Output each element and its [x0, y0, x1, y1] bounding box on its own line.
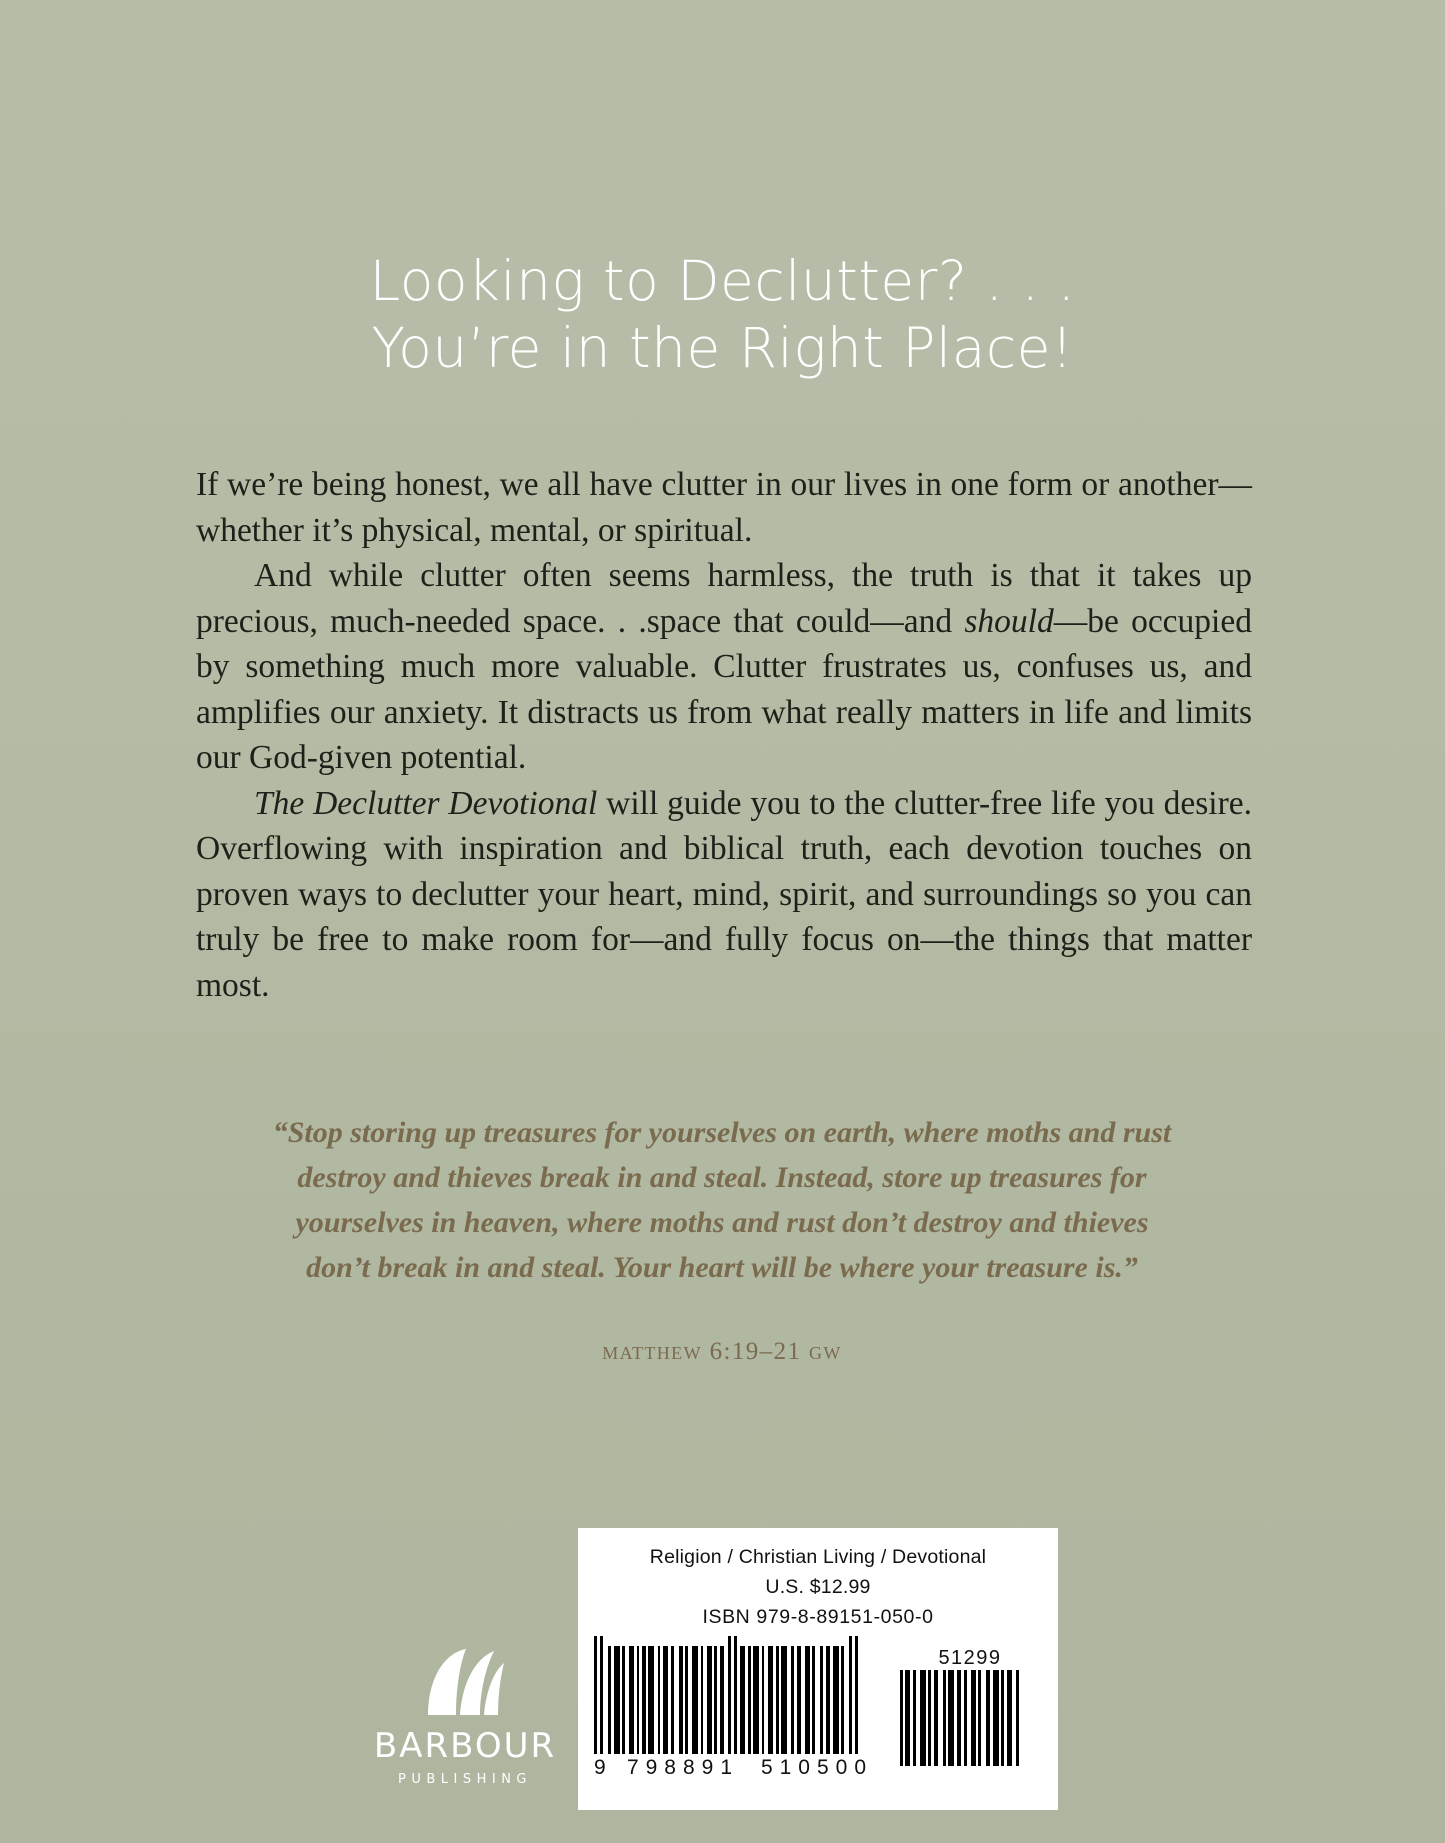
ean-right-group: 510500: [760, 1756, 874, 1779]
ean13-digits: [594, 1756, 884, 1780]
price-text: U.S. $12.99: [765, 1576, 871, 1598]
ean13-bars: [594, 1646, 884, 1754]
headline-line-1: Looking to Declutter? . . .: [369, 249, 1076, 313]
scripture-quote: “Stop storing up treasures for yourselves on earth, where moths and rust destroy and thieves break in and steal. Instead, store up treasures for yourselves in heaven, where moths and rust don’t destroy and thieves don’t break in and steal. Your heart will be where your treasure is.”: [272, 1116, 1172, 1284]
page-title: [0, 248, 1445, 382]
back-cover-description: [196, 462, 1252, 1008]
ean13-barcode: [594, 1646, 884, 1780]
isbn-text: ISBN 979-8-89151-050-0: [702, 1606, 934, 1628]
addon-digits: 51299: [938, 1647, 1002, 1669]
scripture-reference: matthew 6:19–21 gw: [602, 1338, 842, 1365]
book-title-mention: The Declutter Devotional: [254, 784, 598, 822]
open-book-icon: [422, 1645, 508, 1721]
headline-line-2: You’re in the Right Place!: [371, 316, 1074, 381]
addon-bars: [900, 1670, 1040, 1766]
paragraph-2: [196, 553, 1252, 781]
barcode-graphics: [578, 1646, 1058, 1806]
paragraph-3: [196, 781, 1252, 1009]
publisher-name: BARBOUR: [373, 1726, 557, 1766]
price-addon-barcode: [900, 1646, 1040, 1766]
paragraph-3-rest: will guide you to the clutter-free life you desire. Overflowing with inspiration and biblical truth, each devotion touches on proven ways to declutter your heart, mind, spirit, and surroundings so you can truly be free to make room for—and fully focus on—the things that matter most.: [196, 784, 1252, 1004]
publisher-logo: [355, 1645, 575, 1787]
barcode-block: [578, 1528, 1058, 1810]
paragraph-2-part-2: —be occupied by something much more valuable. Clutter frustrates us, confuses us, and amplifies our anxiety. It distracts us from what really matters in life and limits our God-given potential.: [196, 602, 1252, 776]
ean-left-group: 798891: [626, 1756, 740, 1779]
ean-first-digit: 9: [594, 1756, 607, 1779]
paragraph-2-part-1: And while clutter often seems harmless, the truth is that it takes up precious, much-needed space. . .space that could—and: [196, 557, 1252, 640]
paragraph-1: If we’re being honest, we all have clutter in our lives in one form or another—whether it’s physical, mental, or spiritual.: [196, 466, 1252, 549]
paragraph-2-emphasis: should: [964, 602, 1054, 640]
publisher-subtitle: PUBLISHING: [397, 1772, 532, 1787]
bisac-category: Religion / Christian Living / Devotional: [649, 1546, 987, 1568]
